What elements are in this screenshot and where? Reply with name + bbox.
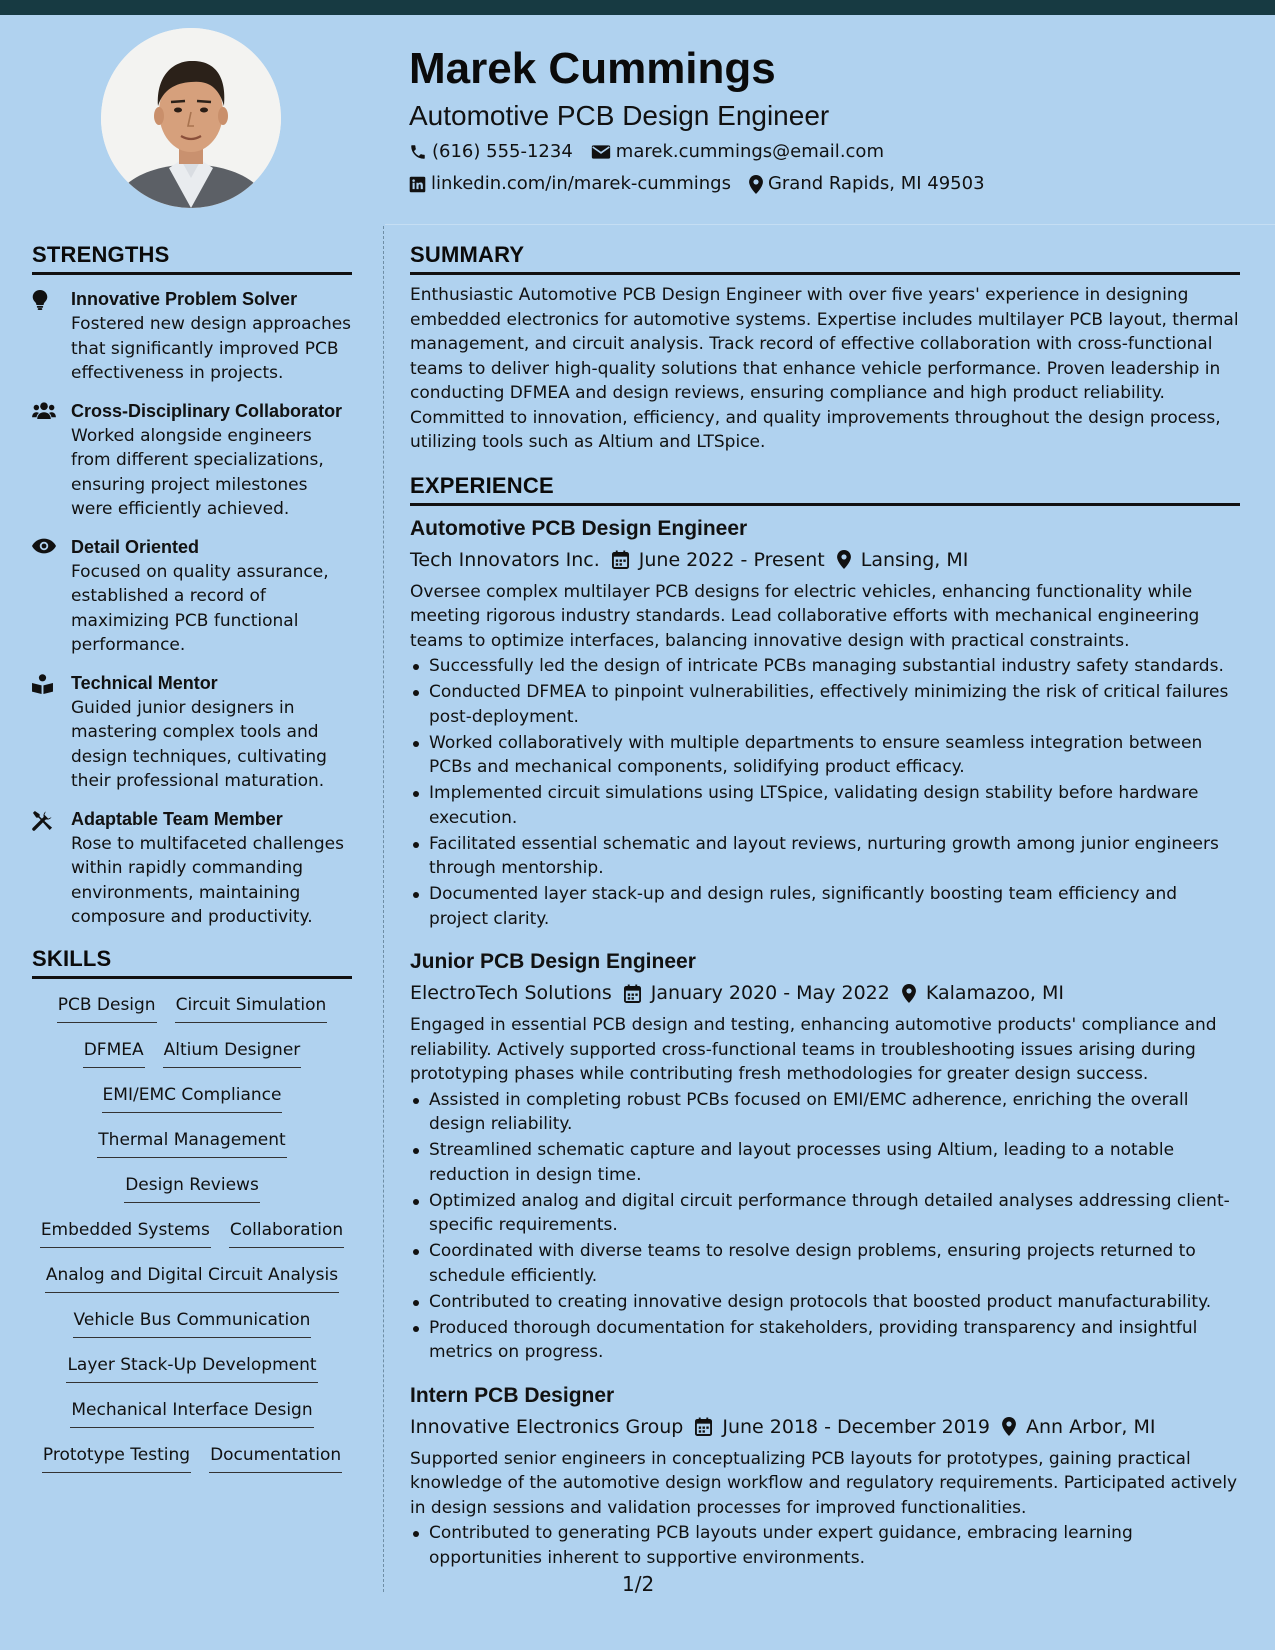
company <box>410 1413 683 1441</box>
skills-heading: SKILLS <box>32 944 352 979</box>
skill-row <box>32 1173 352 1218</box>
skill-tag: Circuit Simulation <box>175 993 328 1023</box>
job-dates <box>612 546 825 574</box>
phone-icon <box>409 143 427 161</box>
bullet-item: Conducted DFMEA to pinpoint vulnerabilities, effectively minimizing the risk of critical failures post-deployment. <box>410 680 1240 729</box>
job-entry <box>410 947 1240 1365</box>
bullet-item: Worked collaboratively with multiple departments to ensure seamless integration between PCBs and mechanical components, solidifying product efficacy. <box>410 731 1240 780</box>
job-bullets <box>410 1521 1240 1570</box>
skill-row <box>32 1083 352 1128</box>
company-name: ElectroTech Solutions <box>410 982 612 1004</box>
bullet-item: Assisted in completing robust PCBs focused on EMI/EMC adherence, enriching the overall design reliability. <box>410 1088 1240 1137</box>
linkedin-icon <box>409 176 426 193</box>
job-meta <box>410 979 1240 1007</box>
skill-row <box>32 1038 352 1083</box>
job-title: Intern PCB Designer <box>410 1383 615 1407</box>
summary-heading: SUMMARY <box>410 240 1240 275</box>
job-title: Junior PCB Design Engineer <box>410 950 696 973</box>
bullet-item: Successfully led the design of intricate PCBs managing substantial industry safety standards. <box>410 654 1240 679</box>
job-description: Supported senior engineers in conceptualizing PCB layouts for prototypes, gaining practical knowledge of the automotive design workflow and regulatory requirements. Participated actively in design sessions and validation processes for improved functionalities. <box>410 1448 1238 1518</box>
skill-tag: Analog and Digital Circuit Analysis <box>45 1263 339 1293</box>
eye-icon <box>32 538 56 554</box>
skill-tag: Layer Stack-Up Development <box>66 1353 317 1383</box>
summary-text: Enthusiastic Automotive PCB Design Engineer with over five years' experience in designing embedded electronics for automotive systems. Expertise includes multilayer PCB layout, thermal management, and circuit analysis. Track record of effective collaboration with cross-functional teams to deliver high-quality solutions that enhance vehicle performance. Proven leadership in conducting DFMEA and design reviews, ensuring compliance and high product reliability. Committed to innovation, efficiency, and quality improvements throughout the design process, utilizing tools such as Altium and LTSpice. <box>410 285 1239 452</box>
date-range: June 2018 - December 2019 <box>722 1415 990 1438</box>
location-contact <box>749 172 985 196</box>
strength-title: Technical Mentor <box>71 672 218 693</box>
job-location <box>837 546 969 574</box>
map-pin-icon <box>902 984 916 1003</box>
date-range: June 2022 - Present <box>638 548 825 571</box>
strengths-heading: STRENGTHS <box>32 240 352 275</box>
skill-tag: Design Reviews <box>124 1173 260 1203</box>
candidate-title: Automotive PCB Design Engineer <box>409 100 830 131</box>
users-icon <box>32 402 56 419</box>
job-dates <box>624 979 890 1007</box>
column-divider <box>383 226 384 1592</box>
strengths-list <box>32 287 352 930</box>
skill-tag: DFMEA <box>83 1038 145 1068</box>
location-text: Grand Rapids, MI 49503 <box>767 173 985 194</box>
envelope-icon <box>591 144 611 160</box>
bullet-item: Implemented circuit simulations using LTSpice, validating design stability before hardware execution. <box>410 781 1240 830</box>
calendar-icon <box>624 984 641 1003</box>
company-name: Tech Innovators Inc. <box>410 548 600 571</box>
bullet-item: Produced thorough documentation for stakeholders, providing transparency and insightful metrics on progress. <box>410 1316 1240 1365</box>
job-description: Oversee complex multilayer PCB designs for electric vehicles, enhancing functionality while meeting rigorous industry standards. Lead collaborative efforts with mechanical engineering teams to optimize interfaces, balancing innovative design with practical constraints. <box>410 581 1200 651</box>
tools-icon <box>32 810 53 831</box>
strength-title: Innovative Problem Solver <box>71 289 298 309</box>
skill-row <box>32 1263 352 1308</box>
bullet-item: Contributed to generating PCB layouts under expert guidance, embracing learning opportunities inherent to supportive environments. <box>410 1521 1240 1570</box>
linkedin-contact[interactable] <box>409 172 731 196</box>
company-name: Innovative Electronics Group <box>410 1415 684 1438</box>
skill-tag: Mechanical Interface Design <box>70 1398 313 1428</box>
strength-title: Cross-Disciplinary Collaborator <box>71 400 343 421</box>
skill-tag: Vehicle Bus Communication <box>73 1308 312 1338</box>
strength-desc: Fostered new design approaches that significantly improved PCB effectiveness in projects. <box>71 314 352 383</box>
map-pin-icon <box>837 550 851 569</box>
job-bullets <box>410 1088 1240 1365</box>
job-entry <box>410 514 1240 932</box>
right-column <box>410 240 1240 1572</box>
skill-tag: Thermal Management <box>97 1128 286 1158</box>
profile-photo <box>101 28 281 208</box>
skill-row <box>32 1218 352 1263</box>
experience-heading: EXPERIENCE <box>410 471 1240 506</box>
skill-tag: Documentation <box>209 1443 342 1473</box>
top-bar <box>0 0 1275 15</box>
phone-contact[interactable] <box>409 140 573 164</box>
avatar <box>101 28 281 208</box>
strength-desc: Focused on quality assurance, established a record of maximizing PCB functional performance. <box>71 561 329 655</box>
strength-item <box>32 807 352 930</box>
lightbulb-icon <box>32 290 48 310</box>
job-bullets <box>410 654 1240 931</box>
company <box>410 546 600 574</box>
strength-item <box>32 287 352 386</box>
location-text: Kalamazoo, MI <box>925 982 1064 1004</box>
skill-row <box>32 1398 352 1443</box>
skill-row <box>32 1308 352 1353</box>
header-divider <box>385 224 1275 225</box>
date-range: January 2020 - May 2022 <box>650 982 890 1004</box>
candidate-name: Marek Cummings <box>409 44 776 93</box>
job-title: Automotive PCB Design Engineer <box>410 516 748 540</box>
email-address: marek.cummings@email.com <box>615 141 884 162</box>
map-pin-icon <box>1002 1417 1016 1436</box>
email-contact[interactable] <box>591 140 884 164</box>
skill-tag: Collaboration <box>229 1218 344 1248</box>
bullet-item: Contributed to creating innovative design protocols that boosted product manufacturability. <box>410 1290 1240 1315</box>
location-text: Ann Arbor, MI <box>1025 1415 1156 1438</box>
skills-list <box>32 993 352 1488</box>
calendar-icon <box>695 1417 712 1436</box>
job-meta <box>410 546 1240 574</box>
location-text: Lansing, MI <box>860 548 969 571</box>
skill-row <box>32 1128 352 1173</box>
strength-title: Detail Oriented <box>71 536 200 557</box>
left-column <box>32 240 352 1488</box>
strength-desc: Rose to multifaceted challenges within rapidly commanding environments, maintaining composure and productivity. <box>71 833 344 927</box>
header <box>409 40 1249 196</box>
linkedin-url: linkedin.com/in/marek-cummings <box>431 173 731 194</box>
calendar-icon <box>612 550 629 569</box>
job-entry <box>410 1381 1240 1571</box>
skill-row <box>32 1353 352 1398</box>
bullet-item: Facilitated essential schematic and layout reviews, nurturing growth among junior engineers through mentorship. <box>410 832 1240 881</box>
skill-row <box>32 993 352 1038</box>
skill-tag: Altium Designer <box>163 1038 302 1068</box>
skill-tag: Embedded Systems <box>40 1218 211 1248</box>
bullet-item: Coordinated with diverse teams to resolve design problems, ensuring projects returned to schedule efficiently. <box>410 1239 1240 1288</box>
job-meta <box>410 1413 1240 1441</box>
strength-desc: Worked alongside engineers from different specializations, ensuring project milestones were efficiently achieved. <box>71 425 324 519</box>
strength-item <box>32 399 352 522</box>
skill-tag: PCB Design <box>57 993 157 1023</box>
strength-title: Adaptable Team Member <box>71 808 283 829</box>
skill-tag: EMI/EMC Compliance <box>102 1083 283 1113</box>
job-description: Engaged in essential PCB design and testing, enhancing automotive products' compliance and reliability. Actively supported cross-functional teams in troubleshooting issues arising during prototyping phases while contributing fresh methodologies for greater design success. <box>410 1015 1217 1084</box>
skill-tag: Prototype Testing <box>42 1443 191 1473</box>
map-pin-icon <box>749 175 763 194</box>
job-dates <box>695 1413 990 1441</box>
strength-desc: Guided junior designers in mastering complex tools and design techniques, cultivating their professional maturation. <box>71 697 327 791</box>
bullet-item: Streamlined schematic capture and layout processes using Altium, leading to a notable reduction in design time. <box>410 1138 1240 1187</box>
phone-number: (616) 555-1234 <box>432 141 573 162</box>
contact-row-2 <box>409 172 1249 196</box>
bullet-item: Optimized analog and digital circuit performance through detailed analyses addressing client-specific requirements. <box>410 1189 1240 1238</box>
skill-row <box>32 1443 352 1488</box>
page-number: 1/2 <box>622 1572 655 1596</box>
strength-item <box>32 535 352 658</box>
company <box>410 979 612 1007</box>
job-location <box>902 979 1064 1007</box>
strength-item <box>32 671 352 794</box>
job-location <box>1002 1413 1156 1441</box>
book-reader-icon <box>32 674 53 694</box>
contact-row-1 <box>409 140 1249 164</box>
bullet-item: Documented layer stack-up and design rules, significantly boosting team efficiency and project clarity. <box>410 882 1240 931</box>
